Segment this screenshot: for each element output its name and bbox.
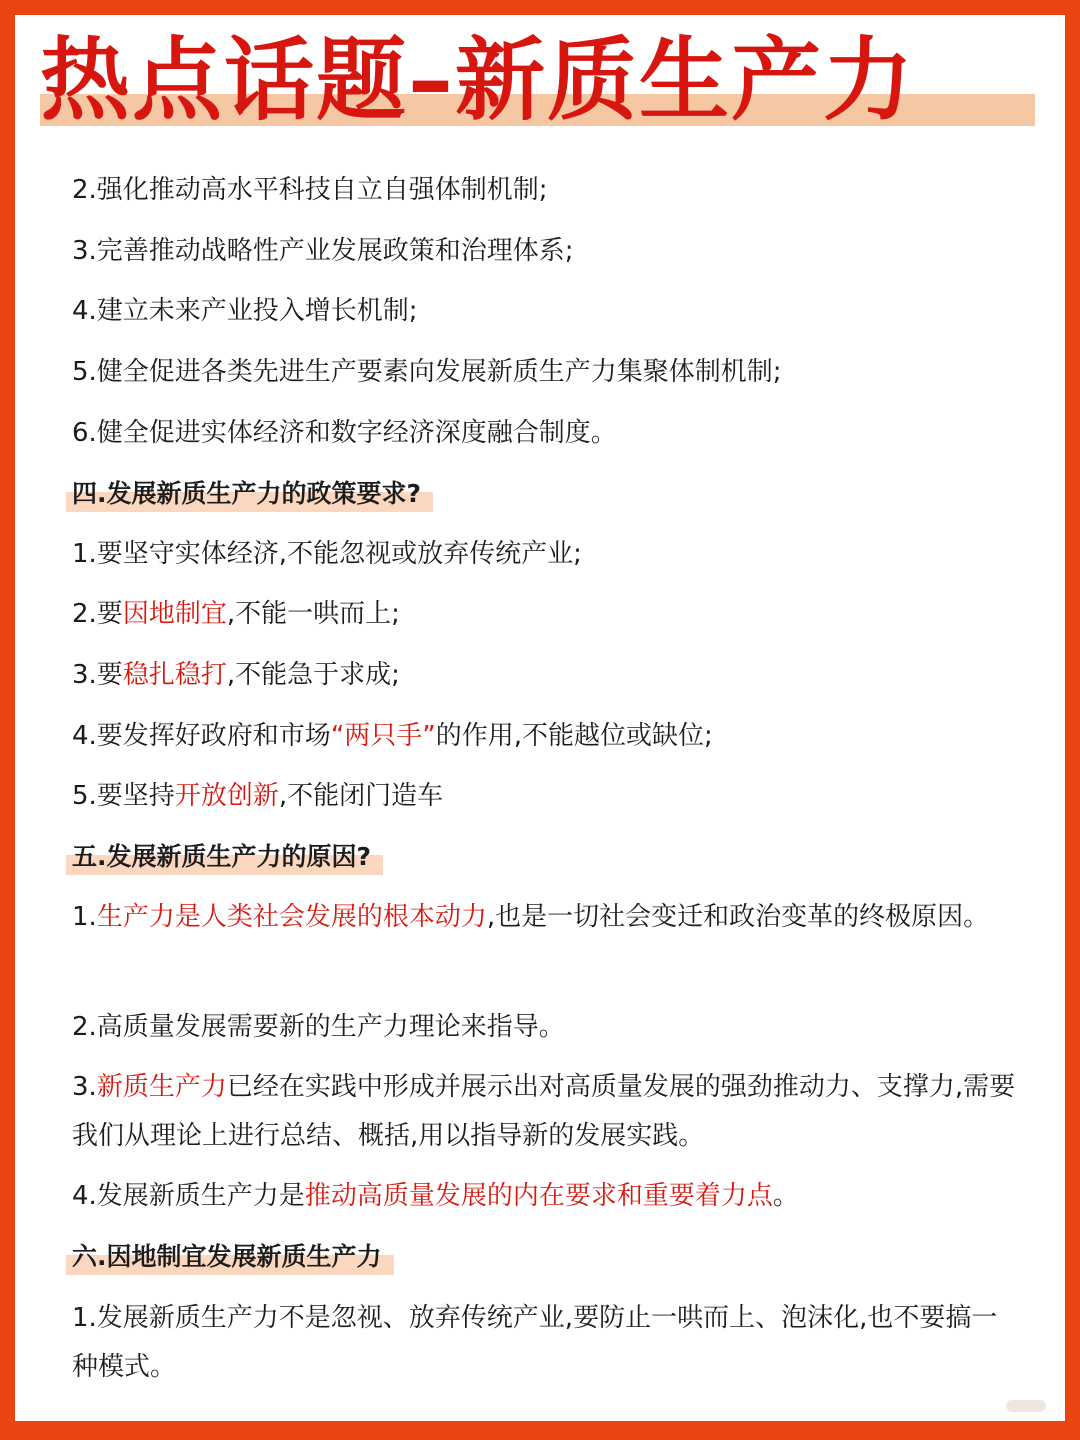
list-item bbox=[72, 774, 1022, 818]
title-block bbox=[0, 26, 1080, 146]
list-item: 1.发展新质生产力不是忽视、放弃传统产业,要防止一哄而上、泡沫化,也不要搞一种模式。 bbox=[72, 1303, 998, 1382]
highlight-text: 因地制宜 bbox=[122, 599, 227, 629]
list-item bbox=[72, 592, 1022, 636]
item-text: ,不能一哄而上; bbox=[226, 599, 400, 629]
item-text: ,也是一切社会变迁和政治变革的终极原因。 bbox=[486, 902, 990, 932]
item-text: 已经在实践中形成并展示出对高质量发展的强劲推动力、支撑力,需要我们从理论上进行总结、概括,用以指导新的发展实践。 bbox=[72, 1072, 1016, 1151]
list-item bbox=[72, 653, 1022, 697]
item-text: 的作用,不能越位或缺位; bbox=[435, 721, 713, 751]
list-item bbox=[72, 1063, 1022, 1161]
item-text: ,不能急于求成; bbox=[226, 660, 400, 690]
item-text: 5.要坚持 bbox=[72, 781, 175, 811]
item-text: 1. bbox=[72, 902, 97, 932]
item-text: ,不能闭门造车 bbox=[278, 781, 444, 811]
highlight-text: 稳扎稳打 bbox=[122, 660, 227, 690]
list-item: 4.建立未来产业投入增长机制; bbox=[72, 296, 418, 326]
section-heading bbox=[72, 835, 379, 879]
highlight-text: 开放创新 bbox=[174, 781, 279, 811]
item-text: 。 bbox=[772, 1181, 799, 1211]
item-text: 4.要发挥好政府和市场 bbox=[72, 721, 331, 751]
page-title: 热点话题–新质生产力 bbox=[40, 28, 915, 133]
section-heading bbox=[72, 472, 429, 516]
watermark-pill bbox=[1006, 1400, 1046, 1412]
list-item bbox=[72, 1174, 1022, 1218]
highlight-text: 生产力是人类社会发展的根本动力 bbox=[96, 902, 487, 932]
list-item: 6.健全促进实体经济和数字经济深度融合制度。 bbox=[72, 418, 617, 448]
item-text: 4.发展新质生产力是 bbox=[72, 1181, 305, 1211]
list-item: 1.要坚守实体经济,不能忽视或放弃传统产业; bbox=[72, 539, 582, 569]
item-text: 3.要 bbox=[72, 660, 123, 690]
section-heading-text: 四.发展新质生产力的政策要求? bbox=[72, 479, 422, 508]
section-heading-text: 六.因地制宜发展新质生产力 bbox=[72, 1242, 382, 1271]
section-heading bbox=[72, 1235, 390, 1279]
section-heading-text: 五.发展新质生产力的原因? bbox=[72, 842, 372, 871]
list-item: 5.健全促进各类先进生产要素向发展新质生产力集聚体制机制; bbox=[72, 357, 782, 387]
list-item: 2.强化推动高水平科技自立自强体制机制; bbox=[72, 175, 548, 205]
highlight-text: 新质生产力 bbox=[96, 1072, 227, 1102]
item-text: 3. bbox=[72, 1072, 97, 1102]
highlight-text: 推动高质量发展的内在要求和重要着力点 bbox=[304, 1181, 773, 1211]
list-item: 2.高质量发展需要新的生产力理论来指导。 bbox=[72, 1012, 565, 1042]
list-item: 3.完善推动战略性产业发展政策和治理体系; bbox=[72, 236, 574, 266]
list-item bbox=[72, 714, 1022, 758]
list-item bbox=[72, 893, 1022, 942]
highlight-text: “两只手” bbox=[330, 721, 436, 751]
item-text: 2.要 bbox=[72, 599, 123, 629]
